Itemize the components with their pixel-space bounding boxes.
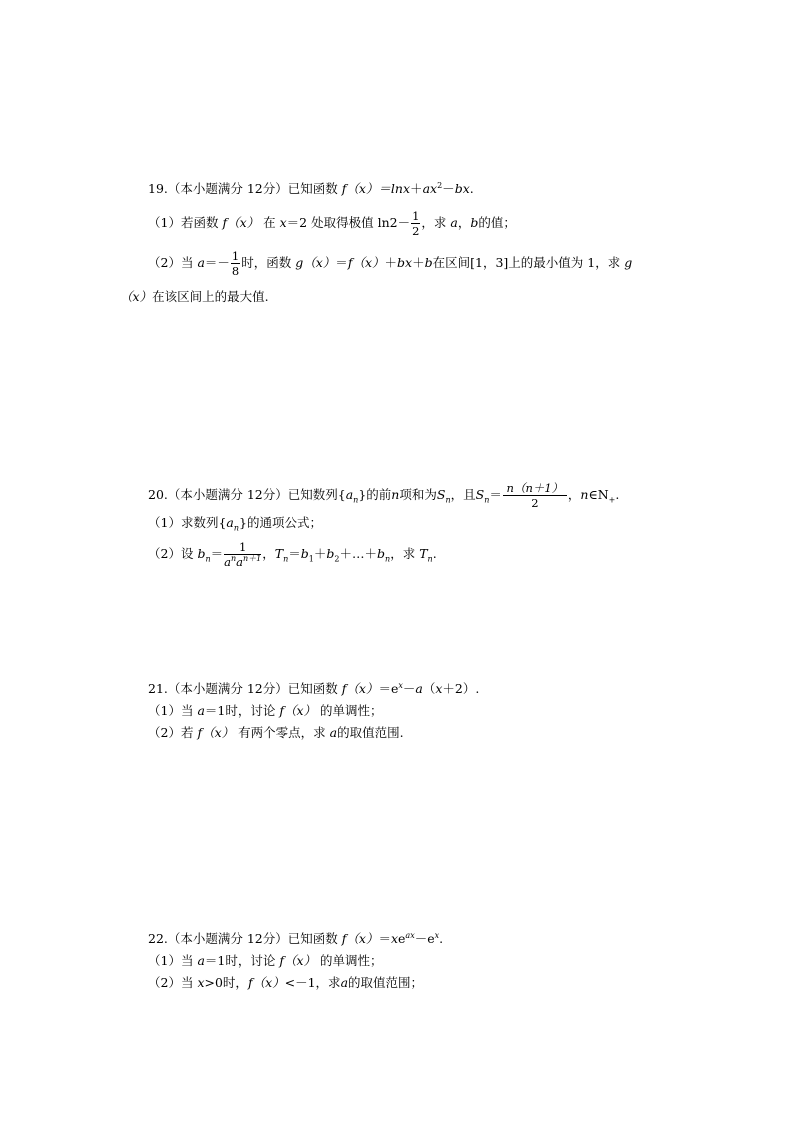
q21-part2: （2）若 f（x） 有两个零点，求 a的取值范围. <box>148 725 404 740</box>
q19-part1: （1）若函数 f（x） 在 x＝2 处取得极值 ln2－ $\frac{1}{2}$ ，求 a，b的值； <box>148 209 516 238</box>
q22-part2: （2）当 x>0时，f（x）<－1，求a的取值范围； <box>148 975 424 990</box>
q20-sum-fraction: $\frac{n(n+1)}{2}$ <box>503 481 567 510</box>
q22-part1: （1）当 a＝1时，讨论 f（x） 的单调性； <box>148 953 383 968</box>
q20-part1: （1）求数列$\{a_n\}$的通项公式； <box>148 515 322 533</box>
q20-header: 20.（本小题满分 12分）已知数列$\{a_n\}$的前n项和为$S_n$，且$S_n=$ $\frac{n(n+1)}{2}$ ，$n\in N_+$. <box>148 481 620 510</box>
q19-fraction-eighth: $\frac{1}{8}$ <box>231 249 240 278</box>
q19-header: 19.（本小题满分 12分）已知函数 $f(x)=\ln x+ax^2-bx$. <box>148 180 474 196</box>
q21-part1: （1）当 a＝1时，讨论 f（x） 的单调性； <box>148 703 383 718</box>
q22-header: 22.（本小题满分 12分）已知函数 $f(x)=xe^{ax}-e^x$. <box>148 930 444 946</box>
q19-part2-cont: （x）在该区间上的最大值. <box>120 289 269 304</box>
q19-fraction-half: $\frac{1}{2}$ <box>412 209 420 238</box>
q19-part2: （2）当 a＝－ $\frac{1}{8}$ 时，函数 g（x）＝f（x）＋bx＋b在区间[1，3]上的最小值为 1，求 g <box>148 249 633 278</box>
q20-part2: （2）设 $b_n=$ $\frac{1}{a^na^{n+1}}$ ，$T_n=b_1+b_2+\dots+b_n$，求 $T_n$. <box>148 540 437 569</box>
q20-bn-fraction: $\frac{1}{a^na^{n+1}}$ <box>224 540 262 569</box>
q21-header: 21.（本小题满分 12分）已知函数 $f(x)=e^x-a(x+2)$. <box>148 680 480 696</box>
